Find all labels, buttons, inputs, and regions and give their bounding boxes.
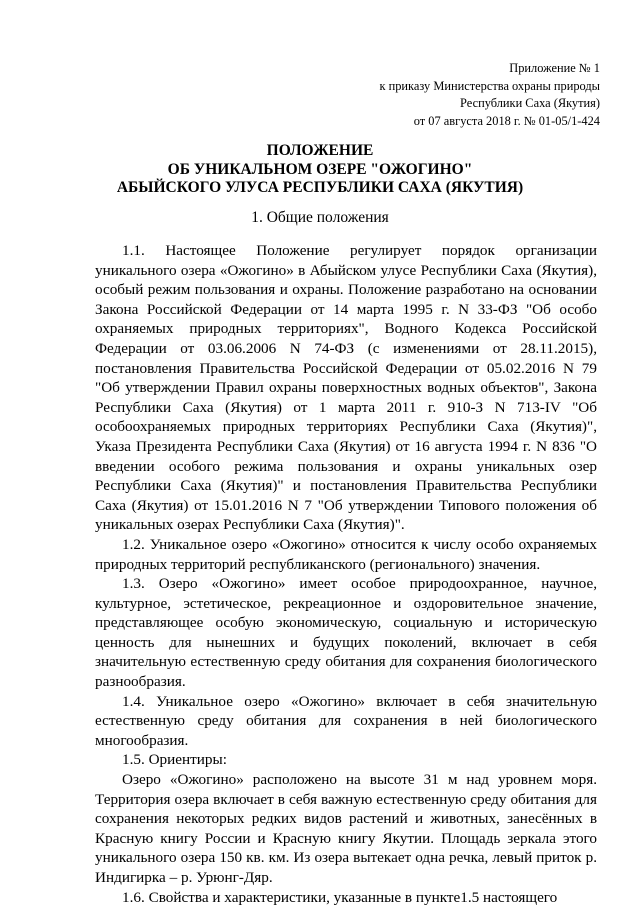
appendix-line: Приложение № 1 [509, 61, 600, 75]
title-line: ПОЛОЖЕНИЕ [266, 142, 374, 159]
paragraph-1-1: 1.1. Настоящее Положение регулирует порядок организации уникального озера «Ожогино» в Абыйском улусе Республики Саха (Якутия), особый режим пользования и охраны. Положение разработано на основании Закона Российской Федерации от 14 марта 1995 г. N 33-ФЗ "Об особо охраняемых природных территориях", Водного Кодекса Российской Федерации от 03.06.2006 N 74-ФЗ (с изменениями от 28.11.2015), постановления Правительства Российской Федерации от 05.02.2016 N 79 "Об утверждении Правил охраны поверхностных водных объектов", Закона Республики Саха (Якутия) от 1 марта 2011 г. 910-З N 713-IV "Об особоохраняемых природных территориях Республики Саха (Якутия)", Указа Президента Республики Саха (Якутия) от 16 августа 1994 г. N 836 "О введении особого режима пользования и охраны уникальных озер Республики Саха (Якутия)" и постановления Правительства Республики Саха (Якутия) от 15.01.2016 N 7 "Об утверждении Типового положения об уникальных озерах Республики Саха (Якутия)". [95, 242, 597, 534]
appendix-reference [240, 60, 600, 130]
paragraph-1-3: 1.3. Озеро «Ожогино» имеет особое природоохранное, научное, культурное, эстетическое, рекреационное и оздоровительное значение, представляющее особую экономическую, социальную и историческую ценность для нынешних и будущих поколений, включает в себя значительную естественную среду обитания для сохранения биологического разнообразия. [95, 575, 597, 691]
paragraph-1-4: 1.4. Уникальное озеро «Ожогино» включает в себя значительную естественную среду обитания для сохранения в ней биологического многообразия. [95, 692, 597, 749]
paragraph-1-2: 1.2. Уникальное озеро «Ожогино» относится к числу особо охраняемых природных территорий республиканского (регионального) значения. [95, 535, 597, 573]
title-line: АБЫЙСКОГО УЛУСА РЕСПУБЛИКИ САХА (ЯКУТИЯ) [116, 179, 524, 196]
appendix-line: Республики Саха (Якутия) [460, 96, 600, 110]
appendix-line: к приказу Министерства охраны природы [379, 78, 600, 93]
document-title [0, 142, 640, 198]
paragraph-1-5-text: Озеро «Ожогино» расположено на высоте 31 м над уровнем моря. Территория озера включает в себя важную естественную среду обитания для сохранения некоторых редких видов растений и животных, занесённых в Красную книгу России и Красную книгу Якутии. Площадь зеркала этого уникального озера 150 кв. км. Из озера вытекает одна речка, левый приток р. Индигирка – р. Урюнг-Дяр. [95, 771, 597, 886]
section-heading: 1. Общие положения [251, 209, 389, 226]
paragraph-1-6: 1.6. Свойства и характеристики, указанные в пункте1.5 настоящего [122, 888, 558, 906]
title-line: ОБ УНИКАЛЬНОМ ОЗЕРЕ "ОЖОГИНО" [167, 160, 473, 178]
document-body [95, 241, 597, 907]
appendix-line: от 07 августа 2018 г. № 01-05/1-424 [413, 113, 600, 128]
paragraph-1-5: 1.5. Ориентиры: [122, 751, 227, 769]
